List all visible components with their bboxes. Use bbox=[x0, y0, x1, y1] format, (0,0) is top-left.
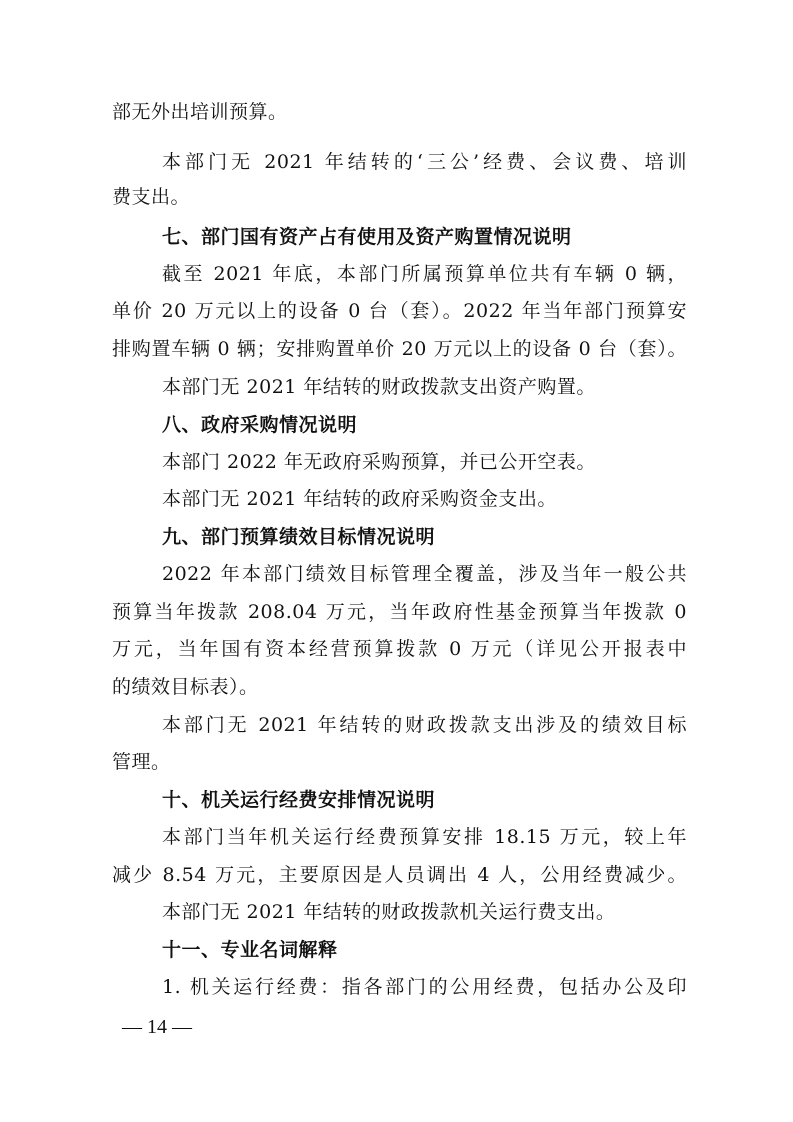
section-heading: 八、政府采购情况说明 bbox=[162, 414, 358, 436]
paragraph-line: 费支出。 bbox=[112, 186, 191, 208]
paragraph-line: 排购置车辆 0 辆；安排购置单价 20 万元以上的设备 0 台（套）。 bbox=[112, 338, 687, 360]
section-heading: 九、部门预算绩效目标情况说明 bbox=[162, 526, 436, 548]
paragraph-line: 减少 8.54 万元，主要原因是人员调出 4 人，公用经费减少。 bbox=[112, 864, 687, 886]
paragraph-line: 1. 机关运行经费：指各部门的公用经费，包括办公及印 bbox=[162, 976, 687, 998]
paragraph-line: 预算当年拨款 208.04 万元，当年政府性基金预算当年拨款 0 bbox=[112, 601, 687, 623]
paragraph-line: 管理。 bbox=[112, 751, 171, 773]
section-heading: 十、机关运行经费安排情况说明 bbox=[162, 789, 436, 811]
paragraph-line: 部无外出培训预算。 bbox=[112, 101, 288, 123]
paragraph-line: 本部门无 2021 年结转的财政拨款机关运行费支出。 bbox=[162, 901, 616, 923]
paragraph-line: 本部门无 2021 年结转的财政拨款支出资产购置。 bbox=[162, 376, 596, 398]
page-number: — 14 — bbox=[122, 1016, 192, 1038]
paragraph-line: 本部门无 2021 年结转的政府采购资金支出。 bbox=[162, 488, 557, 510]
paragraph-line: 本部门 2022 年无政府采购预算，并已公开空表。 bbox=[162, 451, 596, 473]
paragraph-line: 本部门无 2021 年结转的财政拨款支出涉及的绩效目标 bbox=[162, 714, 687, 736]
paragraph-line: 截至 2021 年底，本部门所属预算单位共有车辆 0 辆， bbox=[162, 263, 687, 285]
paragraph-line: 万元，当年国有资本经营预算拨款 0 万元（详见公开报表中 bbox=[112, 638, 687, 660]
paragraph-line: 的绩效目标表）。 bbox=[112, 676, 259, 698]
paragraph-line: 2022 年本部门绩效目标管理全覆盖，涉及当年一般公共 bbox=[162, 563, 687, 585]
paragraph-line: 本部门无 2021 年结转的‘三公’经费、会议费、培训 bbox=[162, 151, 687, 173]
paragraph-line: 本部门当年机关运行经费预算安排 18.15 万元，较上年 bbox=[162, 826, 687, 848]
section-heading: 七、部门国有资产占有使用及资产购置情况说明 bbox=[162, 226, 572, 248]
section-heading: 十一、专业名词解释 bbox=[162, 939, 338, 961]
paragraph-line: 单价 20 万元以上的设备 0 台（套）。2022 年当年部门预算安 bbox=[112, 300, 687, 322]
